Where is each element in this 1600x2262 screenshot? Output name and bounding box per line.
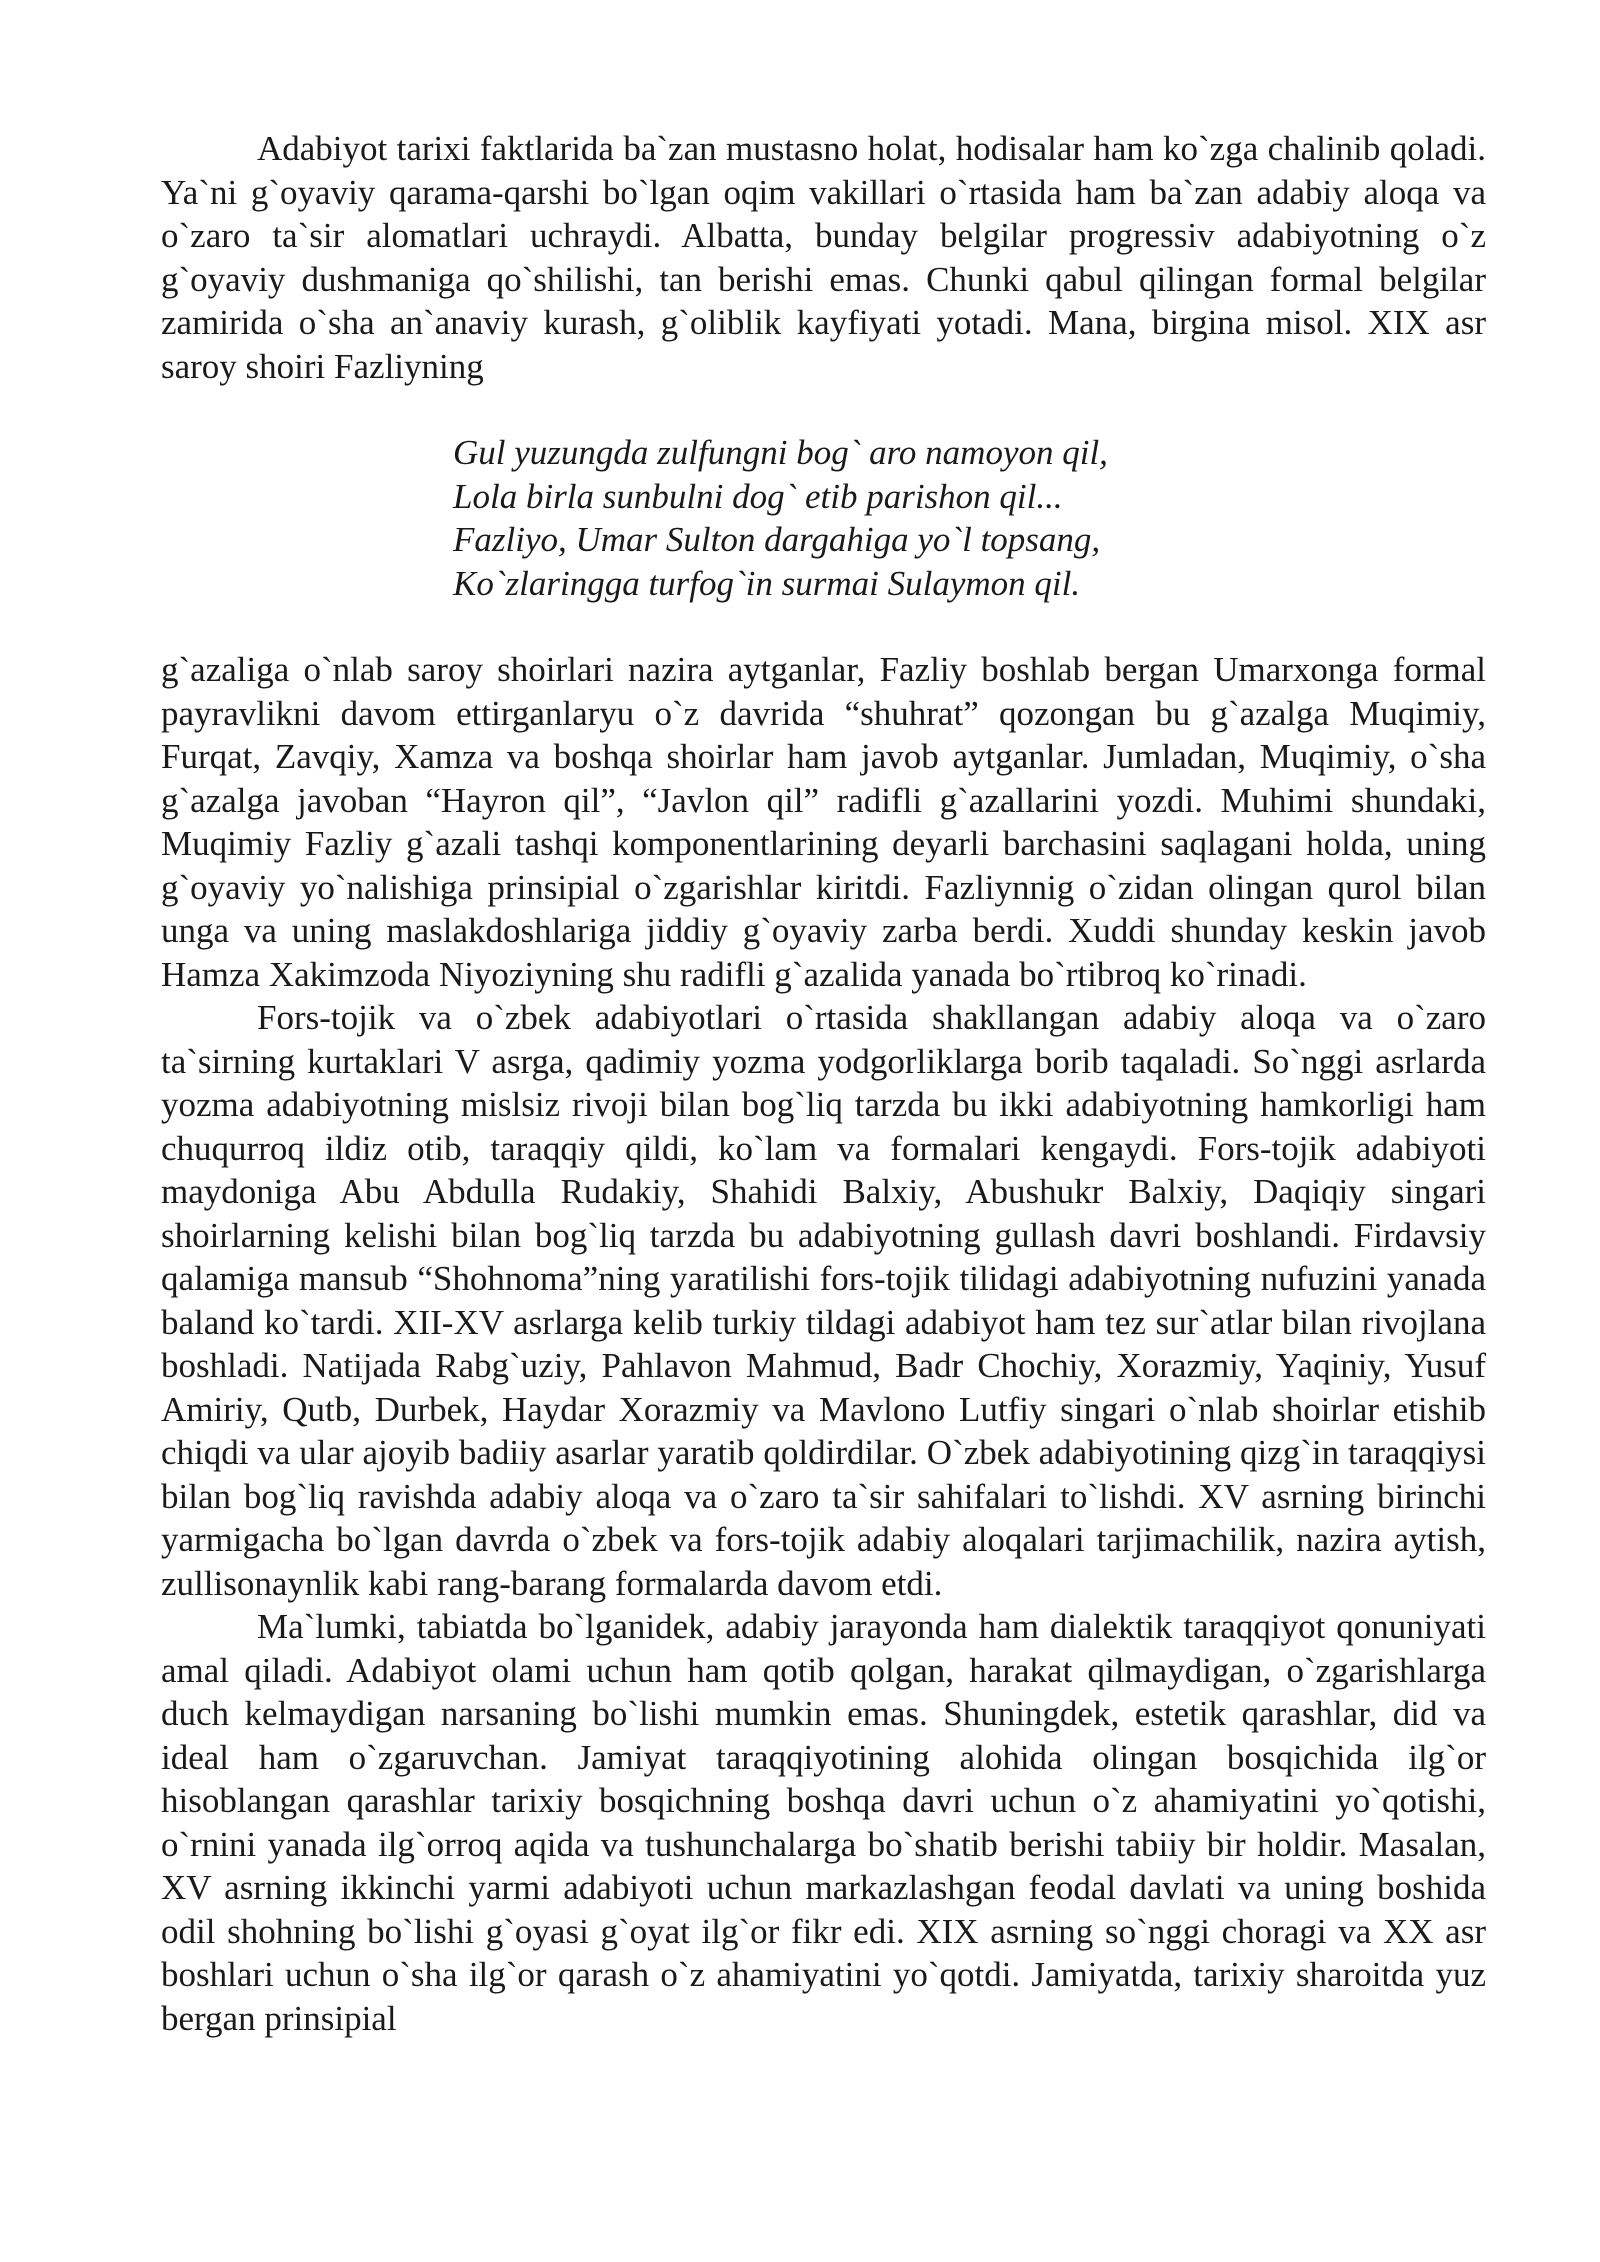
poem-quote (453, 431, 1486, 605)
paragraph-after-poem: g`azaliga o`nlab saroy shoirlari nazira aytganlar, Fazliy boshlab bergan Umarxonga formal payravlikni davom ettirganlaryu o`z davrida “shuhrat” qozongan bu g`azalga Muqimiy, Furqat, Zavqiy, Xamza va boshqa shoirlar ham javob aytganlar. Jumladan, Muqimiy, o`sha g`azalga javoban “Hayron qil”, “Javlon qil” radifli g`azallarini yozdi. Muhimi shundaki, Muqimiy Fazliy g`azali tashqi komponentlarining deyarli barchasini saqlagani holda, uning g`oyaviy yo`nalishiga prinsipial o`zgarishlar kiritdi. Fazliynnig o`zidan olingan qurol bilan unga va uning maslakdoshlariga jiddiy g`oyaviy zarba berdi. Xuddi shunday keskin javob Hamza Xakimzoda Niyoziyning shu radifli g`azalida yanada bo`rtibroq ko`rinadi. (161, 650, 1486, 994)
document-page (161, 127, 1486, 2040)
paragraph-intro: Adabiyot tarixi faktlarida ba`zan mustasno holat, hodisalar ham ko`zga chalinib qoladi. Ya`ni g`oyaviy qarama-qarshi bo`lgan oqim vakillari o`rtasida ham ba`zan adabiy aloqa va o`zaro ta`sir alomatlari uchraydi. Albatta, bunday belgilar progressiv adabiyotning o`z g`oyaviy dushmaniga qo`shilishi, tan berishi emas. Chunki qabul qilingan formal belgilar zamirida o`sha an`anaviy kurash, g`oliblik kayfiyati yotadi. Mana, birgina misol. XIX asr saroy shoiri Fazliyning (161, 129, 1486, 386)
paragraph-dialectic: Ma`lumki, tabiatda bo`lganidek, adabiy jarayonda ham dialektik taraqqiyot qonuniyati amal qiladi. Adabiyot olami uchun ham qotib qolgan, harakat qilmaydigan, o`zgarishlarga duch kelmaydigan narsaning bo`lishi mumkin emas. Shuningdek, estetik qarashlar, did va ideal ham o`zgaruvchan. Jamiyat taraqqiyotining alohida olingan bosqichida ilg`or hisoblangan qarashlar tarixiy bosqichning boshqa davri uchun o`z ahamiyatini yo`qotishi, o`rnini yanada ilg`orroq aqida va tushunchalarga bo`shatib berishi tabiiy bir holdir. Masalan, XV asrning ikkinchi yarmi adabiyoti uchun markazlashgan feodal davlati va uning boshida odil shohning bo`lishi g`oyasi g`oyat ilg`or fikr edi. XIX asrning so`nggi choragi va XX asr boshlari uchun o`sha ilg`or qarash o`z ahamiyatini yo`qotdi. Jamiyatda, tarixiy sharoitda yuz bergan prinsipial (161, 1607, 1486, 2038)
paragraph-fors-tojik: Fors-tojik va o`zbek adabiyotlari o`rtasida shakllangan adabiy aloqa va o`zaro ta`sirning kurtaklari V asrga, qadimiy yozma yodgorliklarga borib taqaladi. So`nggi asrlarda yozma adabiyotning mislsiz rivoji bilan bog`liq tarzda bu ikki adabiyotning hamkorligi ham chuqurroq ildiz otib, taraqqiy qildi, ko`lam va formalari kengaydi. Fors-tojik adabiyoti maydoniga Abu Abdulla Rudakiy, Shahidi Balxiy, Abushukr Balxiy, Daqiqiy singari shoirlarning kelishi bilan bog`liq tarzda bu adabiyotning gullash davri boshlandi. Firdavsiy qalamiga mansub “Shohnoma”ning yaratilishi fors-tojik tilidagi adabiyotning nufuzini yanada baland ko`tardi. XII-XV asrlarga kelib turkiy tildagi adabiyot ham tez sur`atlar bilan rivojlana boshladi. Natijada Rabg`uziy, Pahlavon Mahmud, Badr Chochiy, Xorazmiy, Yaqiniy, Yusuf Amiriy, Qutb, Durbek, Haydar Xorazmiy va Mavlono Lutfiy singari o`nlab shoirlar etishib chiqdi va ular ajoyib badiiy asarlar yaratib qoldirdilar. O`zbek adabiyotining qizg`in taraqqiysi bilan bog`liq ravishda adabiy aloqa va o`zaro ta`sir sahifalari to`lishdi. XV asrning birinchi yarmigacha bo`lgan davrda o`zbek va fors-tojik adabiy aloqalari tarjimachilik, nazira aytish, zullisonaynlik kabi rang-barang formalarda davom etdi. (161, 998, 1486, 1603)
poem-line-1: Gul yuzungda zulfungni bog` aro namoyon qil, (453, 433, 1108, 472)
poem-line-4: Ko`zlaringga turfog`in surmai Sulaymon qil. (453, 563, 1081, 603)
poem-line-3: Fazliyo, Umar Sulton dargahiga yo`l topsang, (453, 520, 1101, 559)
poem-line-2: Lola birla sunbulni dog` etib parishon qil... (453, 476, 1063, 516)
